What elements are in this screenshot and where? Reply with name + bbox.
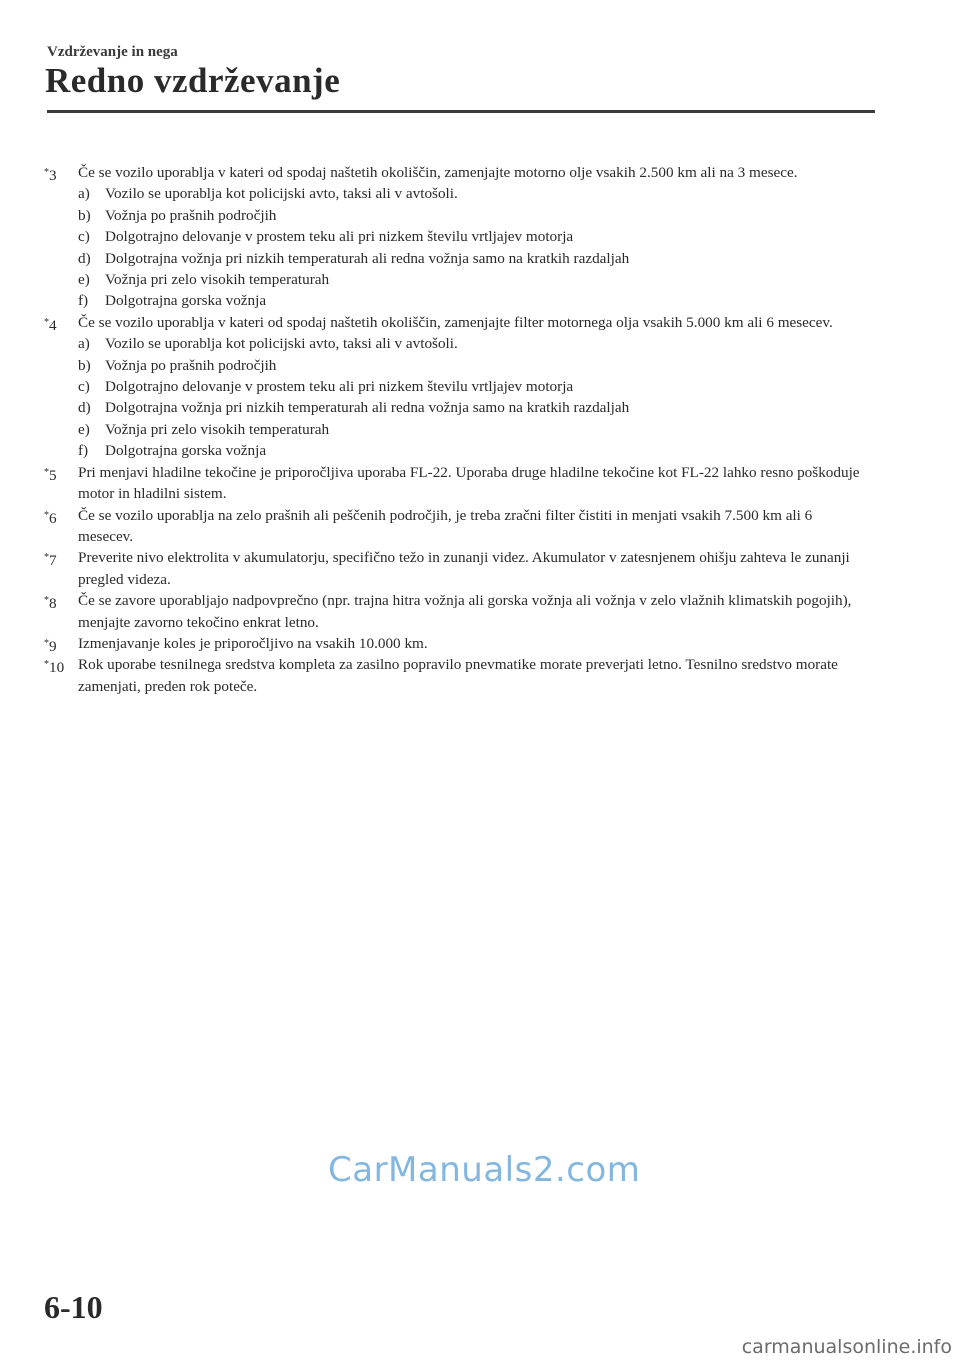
list-item-letter: f) (78, 292, 89, 310)
list-item-text: Vozilo se uporablja kot policijski avto, taksi ali v avtošoli. (105, 185, 458, 203)
footnote-number: 6 (49, 509, 57, 527)
list-item-letter: f) (78, 442, 89, 460)
footnote-6 (44, 505, 864, 548)
list-item-text: Dolgotrajno delovanje v prostem teku ali pri nizkem številu vrtljajev motorja (105, 228, 574, 246)
footnote-number: 3 (49, 167, 57, 184)
title-rule (47, 110, 875, 113)
footnote-4 (44, 312, 864, 462)
list-item-text: Vožnja po prašnih področjih (105, 356, 277, 374)
footnote-text: Preverite nivo elektrolita v akumulatorju, specifično težo in zunanji videz. Akumulator v zatesnjenem ohišju zahteva le zunanji pregled videza. (78, 549, 850, 588)
footnote-marker (44, 312, 57, 336)
footnote-marker (44, 547, 57, 571)
list-item-letter: d) (78, 399, 91, 417)
section-label: Vzdrževanje in nega (47, 44, 178, 60)
list-item (78, 205, 864, 226)
footnote-asterisk: * (44, 595, 49, 607)
list-item-text: Dolgotrajna vožnja pri nizkih temperaturah ali redna vožnja samo na kratkih razdaljah (105, 399, 630, 417)
footnote-3 (44, 162, 864, 312)
footnote-text: Rok uporabe tesnilnega sredstva kompleta za zasilno popravilo pnevmatike morate preverjati letno. Tesnilno sredstvo morate zamenjati, preden rok poteče. (78, 656, 838, 695)
condition-list (78, 183, 864, 311)
footnote-asterisk: * (44, 659, 49, 671)
list-item (78, 226, 864, 247)
list-item-letter: e) (78, 420, 90, 438)
list-item (78, 269, 864, 290)
condition-list (78, 333, 864, 461)
list-item (78, 397, 864, 418)
footnote-text: Pri menjavi hladilne tekočine je priporočljiva uporaba FL-22. Uporaba druge hladilne tekočine kot FL-22 lahko resno poškoduje motor in hladilni sistem. (78, 463, 860, 503)
list-item-letter: c) (78, 378, 90, 396)
footnote-8 (44, 590, 864, 633)
footnote-number: 5 (49, 466, 57, 484)
footnote-number: 10 (49, 659, 65, 677)
list-item-letter: c) (78, 228, 90, 246)
list-item (78, 355, 864, 376)
list-item (78, 248, 864, 269)
footnote-asterisk: * (44, 466, 49, 478)
footnote-10 (44, 654, 864, 697)
footnote-asterisk: * (44, 316, 49, 328)
footnote-text: Če se zavore uporabljajo nadpovprečno (npr. trajna hitra vožnja ali gorska vožnja ali vožnja v zelo vlažnih klimatskih pogojih), menjajte zavorno tekočino enkrat letno. (78, 592, 852, 631)
footnote-asterisk: * (44, 509, 49, 521)
watermark: CarManuals2.com (328, 1150, 641, 1190)
page-title: Redno vzdrževanje (45, 61, 341, 100)
list-item-letter: b) (78, 206, 91, 224)
list-item-text: Vožnja pri zelo visokih temperaturah (105, 420, 330, 438)
footnote-text: Če se vozilo uporablja v kateri od spodaj naštetih okoliščin, zamenjajte motorno olje vsakih 2.500 km ali na 3 mesece. (78, 164, 798, 181)
page-number: 6-10 (44, 1289, 103, 1325)
corner-watermark: carmanualsonline.info (741, 1336, 952, 1358)
footnote-marker (44, 462, 57, 486)
footnote-9 (44, 633, 864, 654)
list-item-text: Vožnja pri zelo visokih temperaturah (105, 271, 330, 289)
list-item (78, 419, 864, 440)
footnote-text: Če se vozilo uporablja v kateri od spodaj naštetih okoliščin, zamenjajte filter motornega olja vsakih 5.000 km ali 6 mesecev. (78, 313, 833, 331)
footnotes (44, 162, 864, 697)
list-item (78, 290, 864, 311)
footnote-asterisk: * (44, 167, 49, 178)
list-item (78, 376, 864, 397)
footnote-number: 4 (49, 316, 57, 334)
footnote-marker (44, 162, 57, 186)
footnote-7 (44, 547, 864, 590)
list-item-letter: b) (78, 356, 91, 374)
footnote-text: Izmenjavanje koles je priporočljivo na vsakih 10.000 km. (78, 634, 428, 652)
footnote-text: Če se vozilo uporablja na zelo prašnih ali peščenih področjih, je treba zračni filter čistiti in menjati vsakih 7.500 km ali 6 mesecev. (78, 506, 813, 545)
list-item-text: Dolgotrajna gorska vožnja (105, 292, 267, 310)
footnote-number: 9 (49, 637, 57, 655)
footnote-asterisk: * (44, 552, 49, 564)
list-item (78, 440, 864, 461)
footnote-number: 8 (49, 595, 57, 613)
list-item (78, 333, 864, 354)
list-item-text: Dolgotrajno delovanje v prostem teku ali pri nizkem številu vrtljajev motorja (105, 378, 574, 396)
list-item-text: Vožnja po prašnih področjih (105, 206, 277, 224)
list-item-text: Vozilo se uporablja kot policijski avto, taksi ali v avtošoli. (105, 335, 458, 353)
list-item-letter: e) (78, 271, 90, 289)
list-item (78, 183, 864, 204)
footnote-marker (44, 654, 64, 678)
list-item-letter: a) (78, 335, 90, 353)
footnote-5 (44, 462, 864, 505)
footnote-asterisk: * (44, 637, 49, 649)
list-item-letter: a) (78, 185, 90, 203)
list-item-letter: d) (78, 249, 91, 267)
list-item-text: Dolgotrajna gorska vožnja (105, 442, 267, 460)
footnote-marker (44, 505, 57, 529)
list-item-text: Dolgotrajna vožnja pri nizkih temperaturah ali redna vožnja samo na kratkih razdaljah (105, 249, 630, 267)
footnote-number: 7 (49, 552, 57, 570)
footnote-marker (44, 590, 57, 614)
